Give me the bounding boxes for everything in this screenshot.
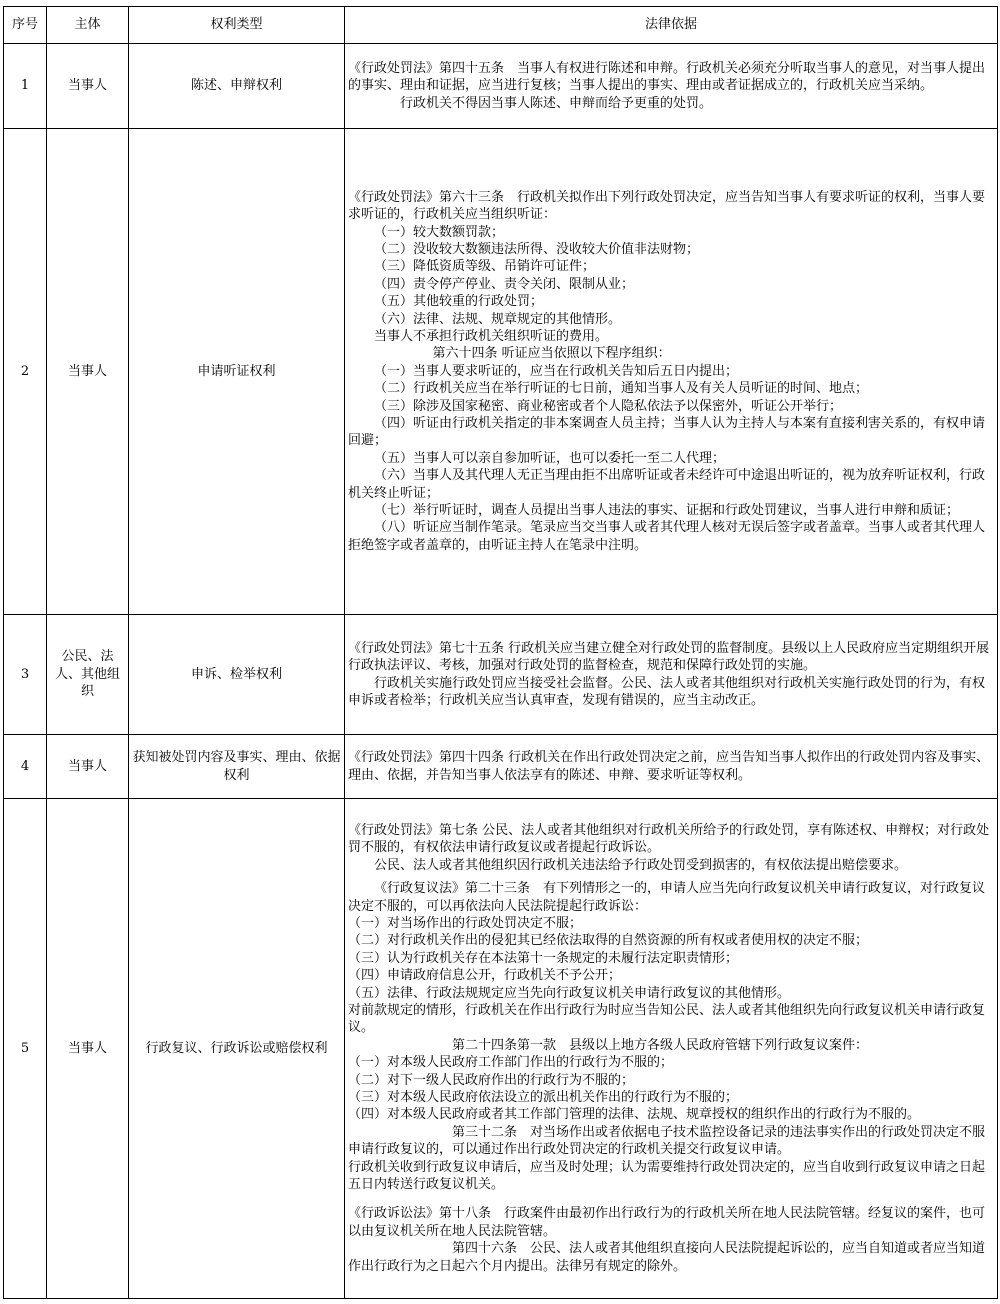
basis-item: （五）其他较重的行政处罚； <box>374 294 544 310</box>
basis-item: （一）对本级人民政府工作部门作出的行政行为不服的； <box>348 1055 674 1071</box>
table-row <box>4 799 998 1299</box>
basis-item: （二）没收较大数额违法所得、没收较大价值非法财物； <box>374 241 700 257</box>
basis-paragraph: 《行政处罚法》第四十四条 行政机关在作出行政处罚决定之前，应当告知当事人拟作出的行政处罚内容及事实、理由、依据，并告知当事人依法享有的陈述、申辩、要求听证等权利。 <box>348 750 990 783</box>
basis-item: （四）对本级人民政府或者其工作部门管理的法律、法规、规章授权的组织作出的行政行为不服的。 <box>348 1107 921 1123</box>
table-row <box>4 615 998 735</box>
row-no: 4 <box>4 735 47 799</box>
basis-paragraph: 行政机关收到行政复议申请后，应当及时处理；认为需要维持行政处罚决定的，应当自收到行政复议申请之日起五日内转送行政复议机关。 <box>348 1159 986 1193</box>
row-legal-basis <box>345 799 998 1299</box>
row-right-type: 行政复议、行政诉讼或赔偿权利 <box>129 799 345 1299</box>
basis-article: 第六十四条 听证应当依照以下程序组织： <box>432 346 671 362</box>
basis-item: （三）认为行政机关存在本法第十一条规定的未履行法定职责情形； <box>348 950 739 966</box>
row-no: 1 <box>4 44 47 129</box>
basis-item: （二）对下一级人民政府作出的行政行为不服的； <box>348 1072 635 1088</box>
basis-item: （四）申请政府信息公开，行政机关不予公开； <box>348 968 622 984</box>
basis-item: （七）举行听证时，调查人员提出当事人违法的事实、证据和行政处罚建议，当事人进行申辩和质证； <box>374 503 960 519</box>
basis-paragraph: 《行政处罚法》第七条 公民、法人或者其他组织对行政机关所给予的行政处罚，享有陈述权、申辩权；对行政处罚不服的，有权依法申请行政复议或者提起行政诉讼。 <box>348 822 990 856</box>
basis-item: （六）法律、法规、规章规定的其他情形。 <box>374 311 622 327</box>
basis-paragraph: 行政机关实施行政处罚应当接受社会监督。公民、法人或者其他组织对行政机关实施行政处罚的行为，有权申诉或者检举；行政机关应当认真审查，发现有错误的，应当主动改正。 <box>348 675 986 708</box>
row-subject: 当事人 <box>47 129 129 615</box>
row-right-type: 申请听证权利 <box>129 129 345 615</box>
legal-rights-table <box>3 6 998 1299</box>
table-row <box>4 44 998 129</box>
row-subject: 当事人 <box>47 799 129 1299</box>
basis-item: （四）听证由行政机关指定的非本案调查人员主持；当事人认为主持人与本案有直接利害关系的，有权申请回避； <box>348 416 986 449</box>
row-no: 2 <box>4 129 47 615</box>
basis-paragraph: 行政机关不得因当事人陈述、申辩而给予更重的处罚。 <box>400 95 713 111</box>
row-no: 5 <box>4 799 47 1299</box>
row-subject: 公民、法人、其他组织 <box>47 615 129 735</box>
basis-item: （一）当事人要求听证的，应当在行政机关告知后五日内提出； <box>374 363 739 379</box>
basis-item: （二）对行政机关作出的侵犯其已经依法取得的自然资源的所有权或者使用权的决定不服； <box>348 933 869 949</box>
basis-article: 第二十四条第一款 县级以上地方各级人民政府管辖下列行政复议案件： <box>452 1037 869 1053</box>
basis-paragraph: 《行政处罚法》第四十五条 当事人有权进行陈述和申辩。行政机关必须充分听取当事人的意见，对当事人提出的事实、理由和证据，应当进行复核；当事人提出的事实、理由或者证据成立的，行政机关应当采纳。 <box>348 60 986 94</box>
header-right-type: 权利类型 <box>129 7 345 44</box>
row-right-type: 获知被处罚内容及事实、理由、依据权利 <box>129 735 345 799</box>
row-right-type: 申诉、检举权利 <box>129 615 345 735</box>
header-no: 序号 <box>4 7 47 44</box>
basis-paragraph: 《行政复议法》第二十三条 有下列情形之一的，申请人应当先向行政复议机关申请行政复议，对行政复议决定不服的，可以再依法向人民法院提起行政诉讼： <box>348 881 986 914</box>
basis-item: （一）对当场作出的行政处罚决定不服； <box>348 915 583 931</box>
basis-item: （三）降低资质等级、吊销许可证件； <box>374 259 596 275</box>
basis-item: （四）责令停产停业、责令关闭、限制从业； <box>374 276 635 292</box>
basis-paragraph: 《行政处罚法》第七十五条 行政机关应当建立健全对行政处罚的监督制度。县级以上人民政府应当定期组织开展行政执法评议、考核，加强对行政处罚的监督检查，规范和保障行政处罚的实施。 <box>348 640 990 674</box>
table-row <box>4 129 998 615</box>
row-legal-basis <box>345 44 998 129</box>
header-legal-basis: 法律依据 <box>345 7 998 44</box>
basis-paragraph: 《行政诉讼法》第十八条 行政案件由最初作出行政行为的行政机关所在地人民法院管辖。经复议的案件，也可以由复议机关所在地人民法院管辖。 <box>348 1206 986 1239</box>
basis-item: （一）较大数额罚款； <box>374 224 505 240</box>
basis-item: （六）当事人及其代理人无正当理由拒不出席听证或者未经许可中途退出听证的，视为放弃听证权利，行政机关终止听证； <box>348 468 986 501</box>
basis-article: 第三十二条 对当场作出或者依据电子技术监控设备记录的违法事实作出的行政处罚决定不服申请行政复议的，可以通过作出行政处罚决定的行政机关提交行政复议申请。 <box>348 1124 986 1158</box>
basis-item: （五）当事人可以亲自参加听证，也可以委托一至二人代理； <box>374 450 726 466</box>
basis-article: 第四十六条 公民、法人或者其他组织直接向人民法院提起诉讼的，应当自知道或者应当知道作出行政行为之日起六个月内提出。法律另有规定的除外。 <box>348 1241 986 1274</box>
header-subject: 主体 <box>47 7 129 44</box>
table-header-row <box>4 7 998 44</box>
row-no: 3 <box>4 615 47 735</box>
basis-paragraph: 对前款规定的情形，行政机关在作出行政行为时应当告知公民、法人或者其他组织先向行政复议机关申请行政复议。 <box>348 1002 986 1036</box>
basis-item: （五）法律、行政法规规定应当先向行政复议机关申请行政复议的其他情形。 <box>348 985 791 1001</box>
basis-item: （二）行政机关应当在举行听证的七日前，通知当事人及有关人员听证的时间、地点； <box>374 381 869 397</box>
row-legal-basis <box>345 735 998 799</box>
basis-paragraph: 《行政处罚法》第六十三条 行政机关拟作出下列行政处罚决定，应当告知当事人有要求听证的权利，当事人要求听证的，行政机关应当组织听证： <box>348 189 986 223</box>
row-subject: 当事人 <box>47 735 129 799</box>
basis-item: （三）对本级人民政府依法设立的派出机关作出的行政行为不服的； <box>348 1090 739 1106</box>
row-subject: 当事人 <box>47 44 129 129</box>
basis-paragraph: 当事人不承担行政机关组织听证的费用。 <box>374 328 609 344</box>
basis-item: （八）听证应当制作笔录。笔录应当交当事人或者其代理人核对无误后签字或者盖章。当事人或者其代理人拒绝签字或者盖章的，由听证主持人在笔录中注明。 <box>348 520 986 553</box>
row-legal-basis <box>345 615 998 735</box>
row-legal-basis <box>345 129 998 615</box>
row-right-type: 陈述、申辩权利 <box>129 44 345 129</box>
basis-paragraph: 公民、法人或者其他组织因行政机关违法给予行政处罚受到损害的，有权依法提出赔偿要求。 <box>374 857 908 873</box>
basis-item: （三）除涉及国家秘密、商业秘密或者个人隐私依法予以保密外，听证公开举行； <box>374 398 843 414</box>
table-row <box>4 735 998 799</box>
